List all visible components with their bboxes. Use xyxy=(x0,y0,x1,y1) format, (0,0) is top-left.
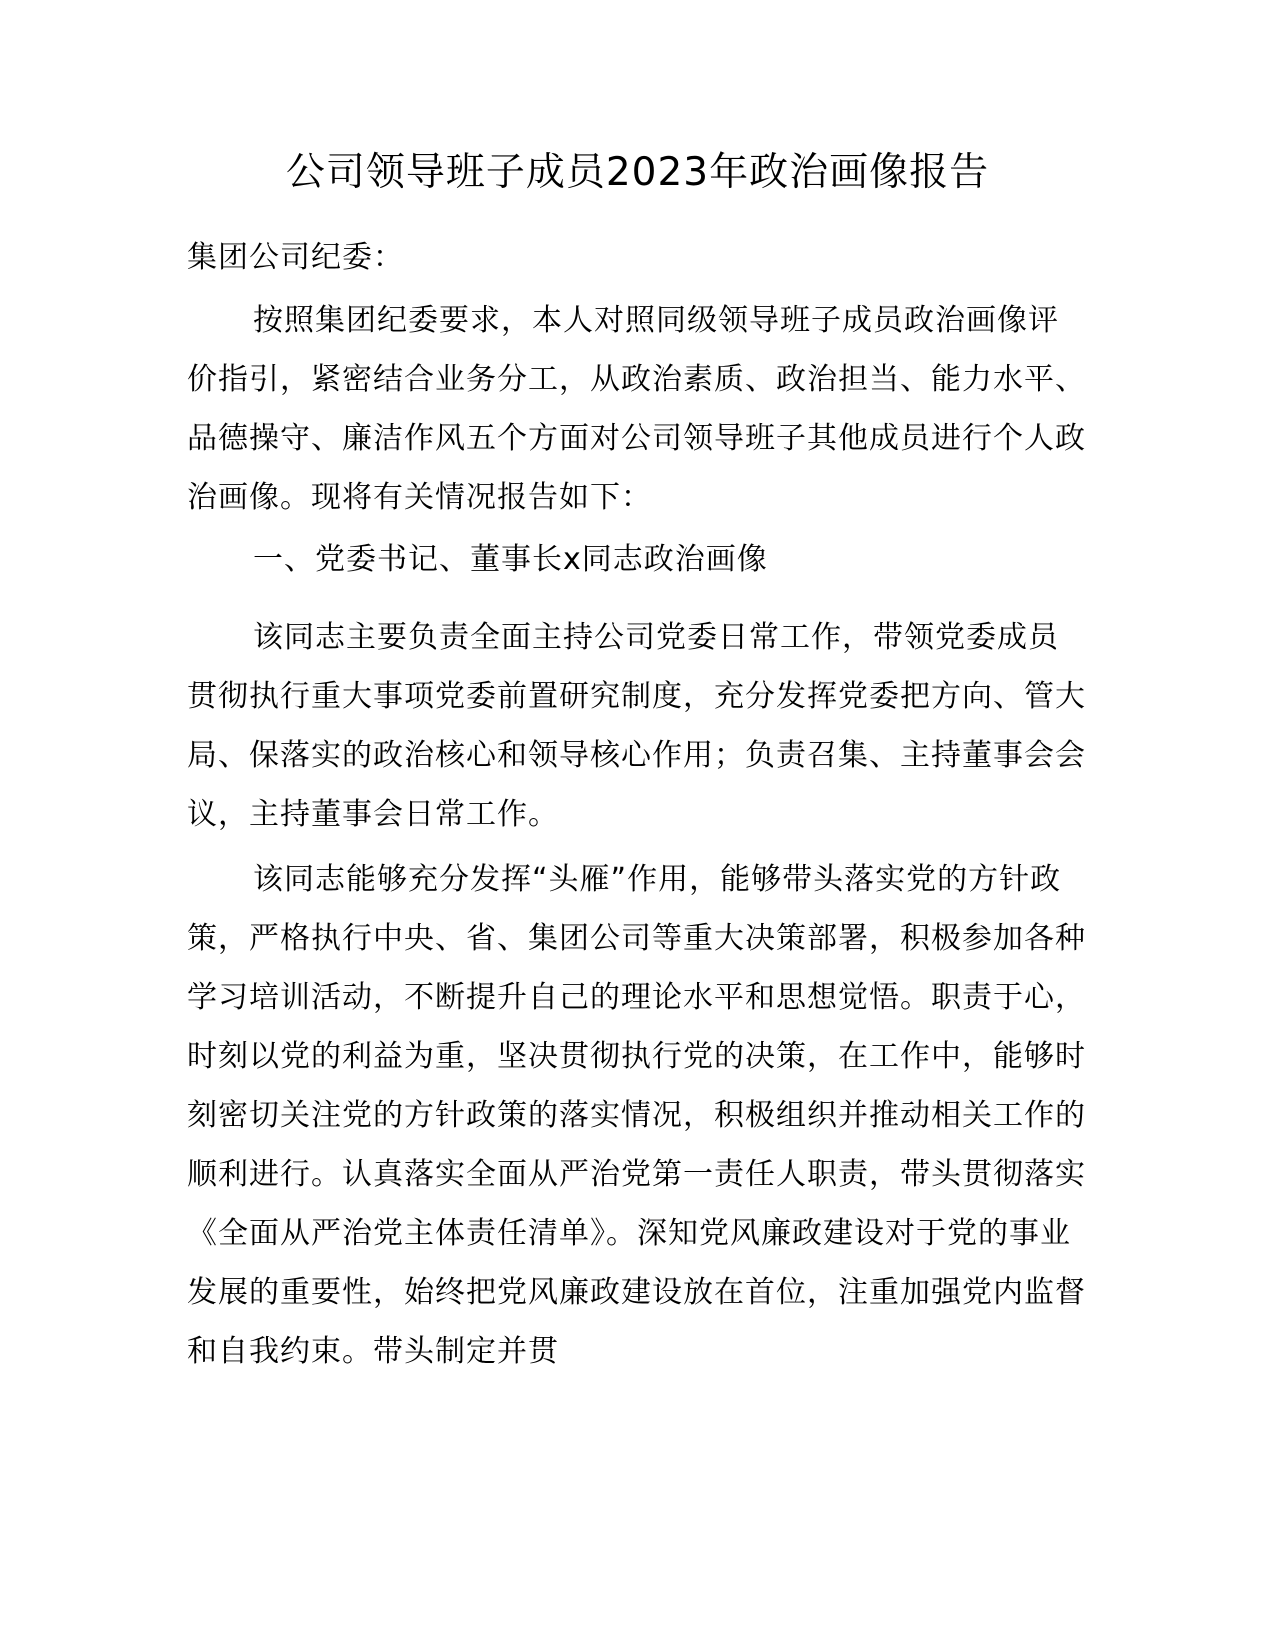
section-heading: 一、党委书记、董事长x同志政治画像 xyxy=(253,542,768,577)
salutation: 集团公司纪委： xyxy=(187,240,404,275)
document-title: 公司领导班子成员2023年政治画像报告 xyxy=(285,150,990,195)
paragraph-evaluation: 该同志能够充分发挥“头雁”作用，能够带头落实党的方针政策，严格执行中央、省、集团公司等重大决策部署，积极参加各种学习培训活动，不断提升自己的理论水平和思想觉悟。职责于心，时刻以党的利益为重，坚决贯彻执行党的决策，在工作中，能够时刻密切关注党的方针政策的落实情况，积极组织并推动相关工作的顺利进行。认真落实全面从严治党第一责任人职责，带头贯彻落实《全面从严治党主体责任清单》。深知党风廉政建设对于党的事业发展的重要性，始终把党风廉政建设放在首位，注重加强党内监督和自我约束。带头制定并贯 xyxy=(187,862,1086,1369)
paragraph-duties: 该同志主要负责全面主持公司党委日常工作，带领党委成员贯彻执行重大事项党委前置研究制度，充分发挥党委把方向、管大局、保落实的政治核心和领导核心作用；负责召集、主持董事会会议，主持董事会日常工作。 xyxy=(187,620,1086,832)
paragraph-intro: 按照集团纪委要求，本人对照同级领导班子成员政治画像评价指引，紧密结合业务分工，从政治素质、政治担当、能力水平、品德操守、廉洁作风五个方面对公司领导班子其他成员进行个人政治画像。现将有关情况报告如下： xyxy=(187,303,1086,515)
